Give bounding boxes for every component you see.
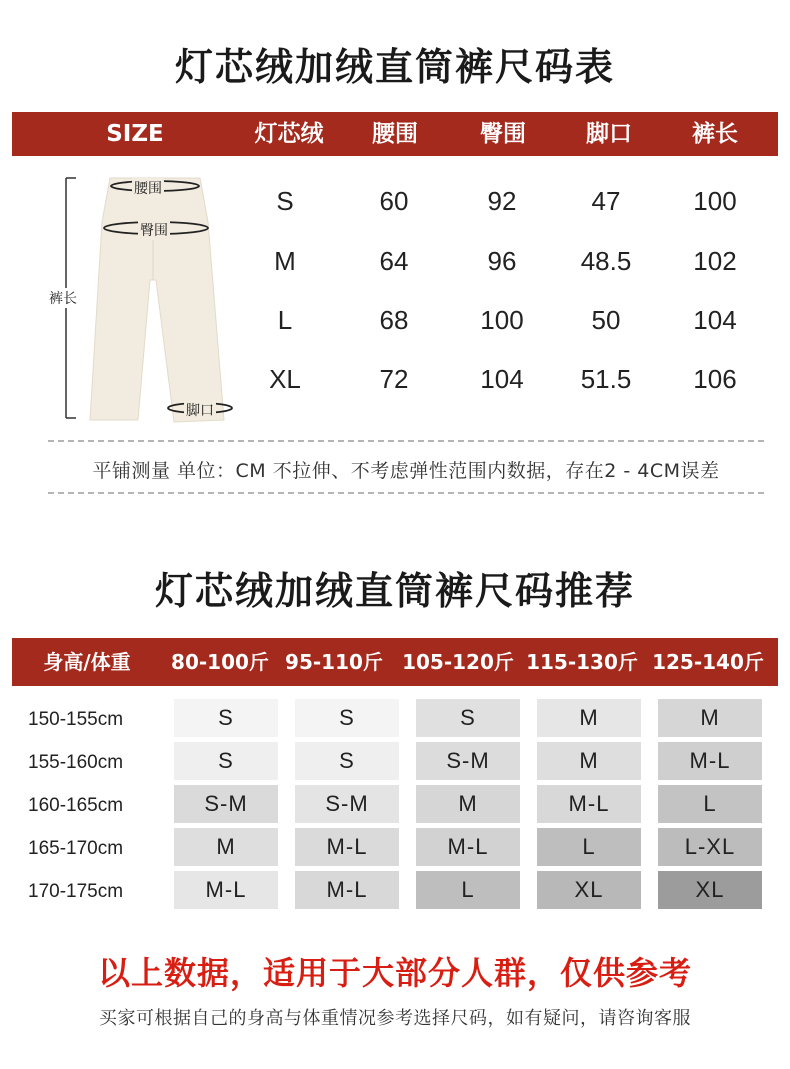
cell-hem: 50	[591, 305, 621, 335]
size-recommendation-cell: L	[416, 871, 520, 909]
cell-waist: 68	[379, 305, 409, 335]
diagram-label-waist: 腰围	[132, 178, 164, 198]
size-recommendation-cell: S	[416, 699, 520, 737]
header-size: SIZE	[106, 121, 164, 147]
height-label: 165-170cm	[28, 838, 124, 859]
cell-size: XL	[269, 364, 301, 394]
cell-length: 106	[693, 364, 737, 394]
header-weight: 125-140斤	[652, 650, 764, 674]
size-recommendation-cell: M	[174, 828, 278, 866]
size-recommendation-cell: L	[537, 828, 641, 866]
cell-size: S	[276, 186, 294, 216]
cell-waist: 64	[379, 246, 409, 276]
cell-waist: 72	[379, 364, 409, 394]
header-weight: 115-130斤	[526, 650, 638, 674]
header-weight: 80-100斤	[171, 650, 269, 674]
size-recommendation-cell: XL	[658, 871, 762, 909]
header-length: 裤长	[692, 121, 738, 147]
cell-hip: 104	[480, 364, 524, 394]
pants-diagram	[50, 170, 250, 430]
height-label: 170-175cm	[28, 881, 124, 902]
recommendation-header	[12, 638, 778, 686]
diagram-label-length: 裤长	[48, 288, 78, 308]
height-label: 160-165cm	[28, 795, 124, 816]
cell-hip: 96	[487, 246, 517, 276]
cell-hem: 51.5	[580, 364, 632, 394]
size-recommendation-cell: M	[416, 785, 520, 823]
size-recommendation-cell: M	[537, 699, 641, 737]
size-recommendation-cell: XL	[537, 871, 641, 909]
size-recommendation-cell: M-L	[416, 828, 520, 866]
size-recommendation-cell: M	[537, 742, 641, 780]
measurement-note: 平铺测量 单位：CM 不拉伸、不考虑弹性范围内数据，存在2 - 4CM误差	[92, 460, 720, 482]
size-recommendation-cell: S-M	[174, 785, 278, 823]
cell-hem: 47	[591, 186, 621, 216]
cell-hip: 100	[480, 305, 524, 335]
size-recommendation-cell: S	[295, 742, 399, 780]
cell-waist: 60	[379, 186, 409, 216]
cell-hip: 92	[487, 186, 517, 216]
size-recommendation-cell: M-L	[658, 742, 762, 780]
header-fabric: 灯芯绒	[254, 121, 324, 147]
size-recommendation-cell: L-XL	[658, 828, 762, 866]
footer-note: 买家可根据自己的身高与体重情况参考选择尺码，如有疑问，请咨询客服	[99, 1008, 691, 1029]
size-chart-title: 灯芯绒加绒直筒裤尺码表	[174, 45, 615, 89]
header-weight: 95-110斤	[285, 650, 383, 674]
size-recommendation-cell: L	[658, 785, 762, 823]
diagram-label-hip: 臀围	[138, 220, 170, 240]
height-label: 155-160cm	[28, 752, 124, 773]
size-recommendation-cell: M-L	[537, 785, 641, 823]
size-recommendation-cell: M-L	[295, 828, 399, 866]
header-height-weight: 身高/体重	[43, 650, 131, 674]
recommendation-title: 灯芯绒加绒直筒裤尺码推荐	[154, 569, 635, 613]
size-recommendation-cell: M-L	[295, 871, 399, 909]
header-weight: 105-120斤	[402, 650, 514, 674]
divider	[48, 440, 764, 442]
size-recommendation-cell: S	[174, 699, 278, 737]
size-recommendation-cell: S	[174, 742, 278, 780]
cell-hem: 48.5	[580, 246, 632, 276]
height-label: 150-155cm	[28, 709, 124, 730]
cell-size: L	[277, 305, 293, 335]
disclaimer-slogan: 以上数据，适用于大部分人群，仅供参考	[97, 954, 692, 992]
size-recommendation-cell: S	[295, 699, 399, 737]
diagram-label-hem: 脚口	[184, 400, 216, 420]
size-chart-header	[12, 112, 778, 156]
cell-size: M	[274, 246, 296, 276]
cell-length: 104	[693, 305, 737, 335]
header-hem: 脚口	[586, 121, 632, 147]
cell-length: 100	[693, 186, 737, 216]
size-recommendation-cell: M	[658, 699, 762, 737]
divider	[48, 492, 764, 494]
size-recommendation-cell: S-M	[295, 785, 399, 823]
header-hip: 臀围	[480, 121, 526, 147]
size-recommendation-cell: M-L	[174, 871, 278, 909]
header-waist: 腰围	[372, 121, 418, 147]
cell-length: 102	[693, 246, 737, 276]
size-recommendation-cell: S-M	[416, 742, 520, 780]
